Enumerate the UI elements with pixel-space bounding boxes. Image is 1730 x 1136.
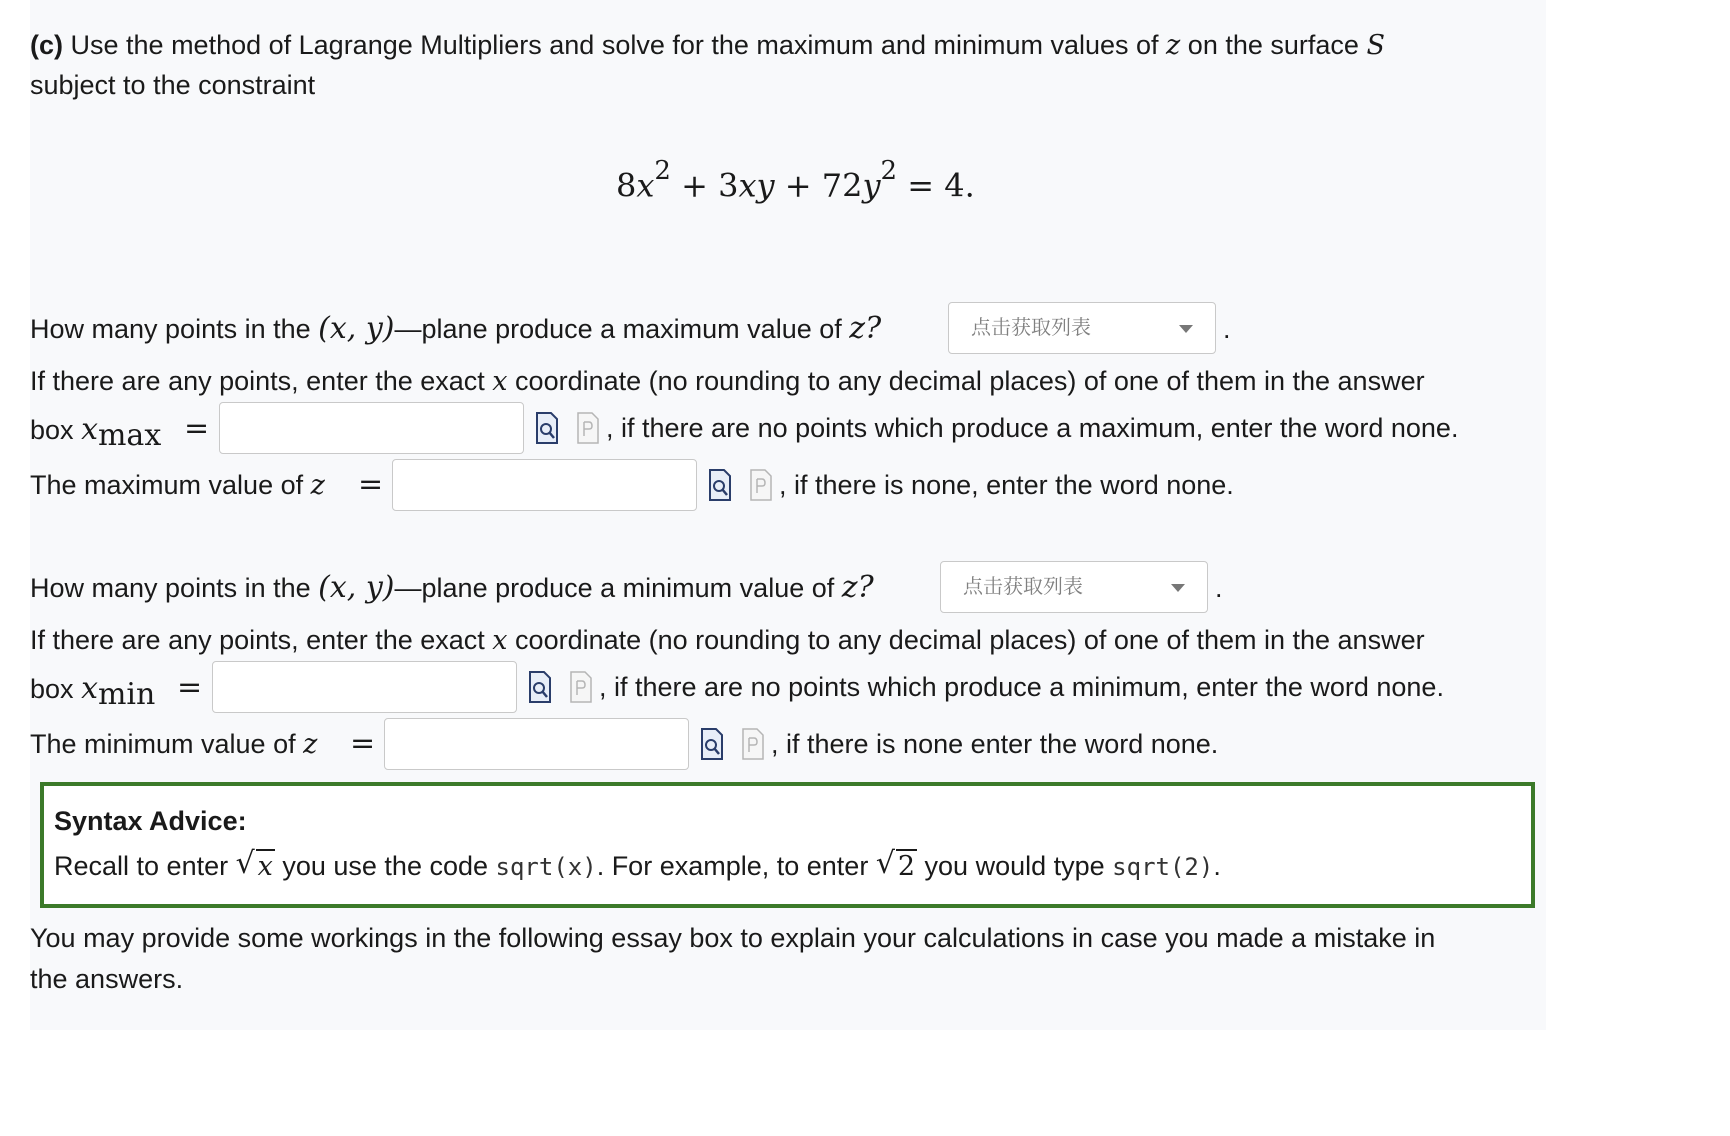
max-q-text: How many points in the [30, 314, 311, 344]
coord-text: If there are any points, enter the exact [30, 366, 485, 396]
intro-line-2: subject to the constraint [30, 70, 316, 100]
formula-icon[interactable] [576, 412, 600, 444]
math-x-min: x [81, 671, 98, 706]
min-question [30, 570, 874, 605]
eq-plus-72: + 72 [774, 166, 863, 205]
intro-line-1 [30, 32, 1385, 59]
z-min-input[interactable] [384, 718, 689, 770]
intro-text-surface: on the surface [1187, 30, 1359, 60]
constraint-equation [616, 156, 975, 205]
x-max-input[interactable] [219, 402, 524, 454]
min-q-text-2: —plane produce a minimum value of [394, 573, 835, 603]
radical-sign: √ [235, 846, 255, 881]
max-points-select[interactable] [948, 302, 1216, 354]
min-eq-sign: = [177, 670, 203, 705]
min-period: . [1215, 573, 1223, 603]
formula-icon[interactable] [749, 469, 773, 501]
math-x-max: x [81, 412, 98, 447]
formula-icon[interactable] [741, 728, 765, 760]
box-word: box [30, 674, 74, 704]
advice-t4: you would type [924, 851, 1105, 881]
max-q-text-2: —plane produce a maximum value of [394, 314, 842, 344]
sqrt-x-arg: x [257, 851, 273, 882]
math-surface-s: S [1366, 30, 1385, 61]
max-question [30, 311, 882, 346]
max-coord-line [30, 368, 1425, 395]
max-eq-sign: = [184, 411, 210, 446]
advice-t3: . For example, to enter [596, 851, 869, 881]
math-x: x [492, 366, 508, 397]
sqrt-x-expr [235, 846, 275, 882]
min-box-after: , if there are no points which produce a minimum, enter the word none. [599, 672, 1444, 702]
eq-plus-3: + 3 [670, 166, 739, 205]
preview-icon[interactable] [528, 671, 552, 703]
preview-icon[interactable] [535, 412, 559, 444]
code-sqrt-x: sqrt(x) [495, 853, 597, 881]
min-value-after: , if there is none enter the word none. [771, 729, 1219, 759]
eq-var-xy: xy [738, 166, 775, 205]
advice-t5: . [1213, 851, 1221, 881]
syntax-advice-box [40, 782, 1535, 908]
max-value-label [30, 472, 325, 499]
math-z-q: z? [841, 570, 874, 605]
advice-text [54, 846, 1221, 882]
select-placeholder: 点击获取列表 [971, 317, 1091, 339]
select-placeholder: 点击获取列表 [963, 576, 1083, 598]
max-value-text: The maximum value of [30, 470, 304, 500]
min-points-select[interactable] [940, 561, 1208, 613]
max-subscript: max [97, 418, 162, 453]
eq-rhs: = 4. [897, 166, 975, 205]
box-word: box [30, 415, 74, 445]
math-x: x [492, 625, 508, 656]
math-z-q: z? [849, 311, 882, 346]
chevron-down-icon [1179, 325, 1193, 333]
advice-t2: you use the code [282, 851, 489, 881]
max-box-after: , if there are no points which produce a maximum, enter the word none. [606, 413, 1459, 443]
max-value-eq: = [358, 467, 384, 502]
x-min-input[interactable] [212, 661, 517, 713]
min-value-eq: = [350, 726, 376, 761]
footer-line-2: the answers. [30, 964, 184, 994]
max-value-after: , if there is none, enter the word none. [779, 470, 1234, 500]
preview-icon[interactable] [700, 728, 724, 760]
eq-exp-2: 2 [880, 156, 898, 186]
coord-text: If there are any points, enter the exact [30, 625, 485, 655]
math-z-max: z [310, 470, 325, 501]
radical-sign: √ [875, 846, 895, 881]
code-sqrt-2: sqrt(2) [1112, 853, 1214, 881]
min-q-text: How many points in the [30, 573, 311, 603]
eq-exp-1: 2 [654, 156, 671, 186]
coord-text-end: coordinate (no rounding to any decimal places) of one of them in the answer [515, 625, 1425, 655]
eq-coef-8: 8 [616, 166, 637, 205]
min-subscript: min [97, 677, 156, 712]
part-label: (c) [30, 30, 63, 60]
math-z: z [1166, 30, 1181, 61]
math-z-min: z [303, 729, 318, 760]
intro-text: Use the method of Lagrange Multipliers and solve for the maximum and minimum values of [70, 30, 1159, 60]
math-xy: (x, y) [318, 311, 395, 346]
sqrt-2-expr [875, 846, 917, 882]
min-box-label [30, 671, 156, 712]
min-value-text: The minimum value of [30, 729, 296, 759]
advice-title: Syntax Advice: [54, 806, 247, 836]
footer-line-1: You may provide some workings in the following essay box to explain your calculations in case you made a mistake in [30, 923, 1436, 953]
eq-var-y: y [862, 166, 881, 205]
preview-icon[interactable] [708, 469, 732, 501]
z-max-input[interactable] [392, 459, 697, 511]
min-value-label [30, 731, 317, 758]
max-box-label [30, 412, 162, 453]
max-period: . [1223, 314, 1231, 344]
eq-var-x: x [636, 166, 655, 205]
sqrt-2-arg: 2 [897, 851, 916, 882]
advice-t1: Recall to enter [54, 851, 229, 881]
formula-icon[interactable] [569, 671, 593, 703]
math-xy: (x, y) [318, 570, 395, 605]
chevron-down-icon [1171, 584, 1185, 592]
coord-text-end: coordinate (no rounding to any decimal places) of one of them in the answer [515, 366, 1425, 396]
min-coord-line [30, 627, 1425, 654]
